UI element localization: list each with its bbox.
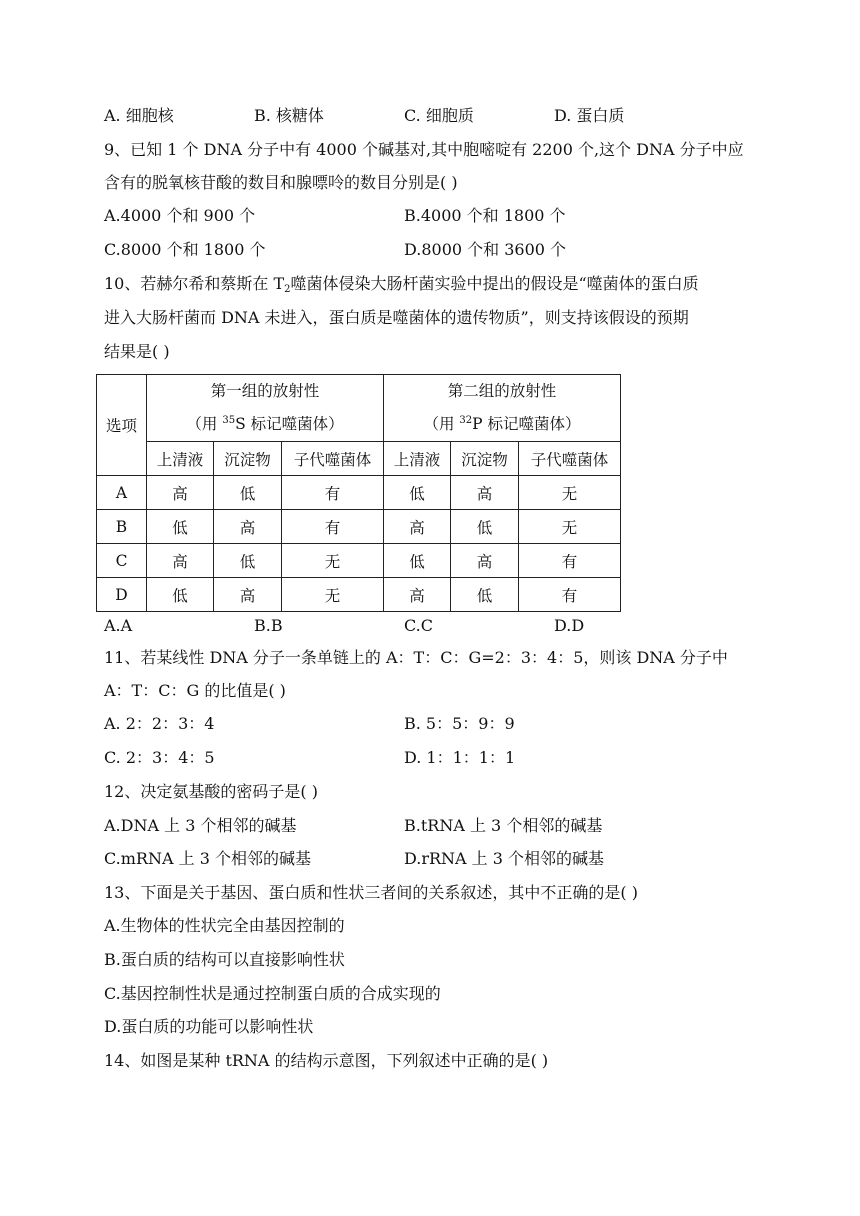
table-cell: 低 <box>214 476 282 510</box>
experiment-table <box>96 374 621 612</box>
q10-stem-part1: 10、若赫尔希和蔡斯在 T <box>104 274 285 293</box>
q10-option-a: A.A <box>104 616 133 635</box>
q11-stem-line2: A：T：C：G 的比值是( ) <box>104 681 286 700</box>
q12-option-a: A.DNA 上 3 个相邻的碱基 <box>104 816 297 835</box>
table-cell: 低 <box>384 544 451 578</box>
table-cell: 无 <box>282 578 384 612</box>
subheader-cell: 沉淀物 <box>451 442 519 476</box>
q9-option-a: A.4000 个和 900 个 <box>104 206 256 225</box>
table-cell: 高 <box>147 476 214 510</box>
q9-option-d: D.8000 个和 3600 个 <box>404 240 567 259</box>
q13-stem-line1: 13、下面是关于基因、蛋白质和性状三者间的关系叙述，其中不正确的是( ) <box>104 883 638 902</box>
q10-option-d: D.D <box>554 616 585 635</box>
subheader-cell: 子代噬菌体 <box>519 442 621 476</box>
table-cell: 低 <box>384 476 451 510</box>
q11-stem-line1: 11、若某线性 DNA 分子一条单链上的 A：T：C：G=2：3：4：5，则该 DNA 分子中 <box>104 648 728 667</box>
q10-stem-line2: 进入大肠杆菌而 DNA 未进入，蛋白质是噬菌体的遗传物质”，则支持该假设的预期 <box>104 308 689 327</box>
q10-option-c: C.C <box>404 616 433 635</box>
group1-header <box>147 375 384 442</box>
table-cell: 高 <box>214 578 282 612</box>
q13-option-c: C.基因控制性状是通过控制蛋白质的合成实现的 <box>104 984 441 1003</box>
table-cell: 无 <box>519 476 621 510</box>
table-cell: 无 <box>519 510 621 544</box>
q11-option-a: A. 2：2：3：4 <box>104 714 215 733</box>
q13-option-b: B.蛋白质的结构可以直接影响性状 <box>104 950 345 969</box>
t2-subscript: 2 <box>284 284 291 295</box>
table-cell: 低 <box>214 544 282 578</box>
q10-stem-line1 <box>104 274 699 294</box>
subheader-cell: 子代噬菌体 <box>282 442 384 476</box>
q12-stem-line1: 12、决定氨基酸的密码子是( ) <box>104 782 318 801</box>
q10-option-b: B.B <box>254 616 283 635</box>
subheader-cell: 上清液 <box>384 442 451 476</box>
group1-label: （用 $^{35}$S 标记噬菌体） <box>186 415 344 433</box>
table-cell: 低 <box>147 510 214 544</box>
q8-option-a: A. 细胞核 <box>104 106 174 125</box>
q14-stem-line1: 14、如图是某种 tRNA 的结构示意图，下列叙述中正确的是( ) <box>104 1051 549 1070</box>
subheader-cell: 上清液 <box>147 442 214 476</box>
q9-option-b: B.4000 个和 1800 个 <box>404 206 566 225</box>
q9-stem-line1: 9、已知 1 个 DNA 分子中有 4000 个碱基对,其中胞嘧啶有 2200 个,这个 DNA 分子中应 <box>104 140 744 159</box>
row-option: C <box>97 544 147 578</box>
q8-option-c: C. 细胞质 <box>404 106 474 125</box>
table-cell: 高 <box>451 476 519 510</box>
table-cell: 高 <box>214 510 282 544</box>
table-row <box>97 578 621 612</box>
row-option: B <box>97 510 147 544</box>
option-header: 选项 <box>97 375 147 476</box>
table-row <box>97 544 621 578</box>
table-cell: 有 <box>282 476 384 510</box>
q10-stem-line3: 结果是( ) <box>104 342 170 361</box>
row-option: A <box>97 476 147 510</box>
table-cell: 高 <box>384 578 451 612</box>
table-cell: 高 <box>147 544 214 578</box>
q12-option-b: B.tRNA 上 3 个相邻的碱基 <box>404 816 603 835</box>
row-option: D <box>97 578 147 612</box>
q13-option-d: D.蛋白质的功能可以影响性状 <box>104 1017 314 1036</box>
table-cell: 低 <box>451 510 519 544</box>
q12-option-c: C.mRNA 上 3 个相邻的碱基 <box>104 849 311 868</box>
table-cell: 高 <box>384 510 451 544</box>
q10-stem-part2: 噬菌体侵染大肠杆菌实验中提出的假设是“噬菌体的蛋白质 <box>290 274 699 293</box>
group2-header <box>384 375 621 442</box>
group1-title: 第一组的放射性 <box>210 382 320 400</box>
table-cell: 有 <box>519 578 621 612</box>
table-cell: 低 <box>147 578 214 612</box>
q11-option-d: D. 1：1：1：1 <box>404 748 516 767</box>
subheader-cell: 沉淀物 <box>214 442 282 476</box>
table-cell: 有 <box>519 544 621 578</box>
q9-stem-line2: 含有的脱氧核苷酸的数目和腺嘌呤的数目分别是( ) <box>104 173 458 192</box>
q13-option-a: A.生物体的性状完全由基因控制的 <box>104 916 345 935</box>
group2-title: 第二组的放射性 <box>447 382 557 400</box>
table-cell: 无 <box>282 544 384 578</box>
table-cell: 高 <box>451 544 519 578</box>
q8-option-d: D. 蛋白质 <box>554 106 625 125</box>
s35-superscript: 35 <box>222 415 236 426</box>
q11-option-b: B. 5：5：9：9 <box>404 714 515 733</box>
q11-option-c: C. 2：3：4：5 <box>104 748 215 767</box>
q12-option-d: D.rRNA 上 3 个相邻的碱基 <box>404 849 605 868</box>
p32-superscript: 32 <box>459 415 473 426</box>
q9-option-c: C.8000 个和 1800 个 <box>104 240 266 259</box>
table-row <box>97 476 621 510</box>
q8-option-b: B. 核糖体 <box>254 106 324 125</box>
table-row <box>97 510 621 544</box>
table-cell: 有 <box>282 510 384 544</box>
table-cell: 低 <box>451 578 519 612</box>
group2-label: （用 $^{32}$P 标记噬菌体） <box>423 415 581 433</box>
